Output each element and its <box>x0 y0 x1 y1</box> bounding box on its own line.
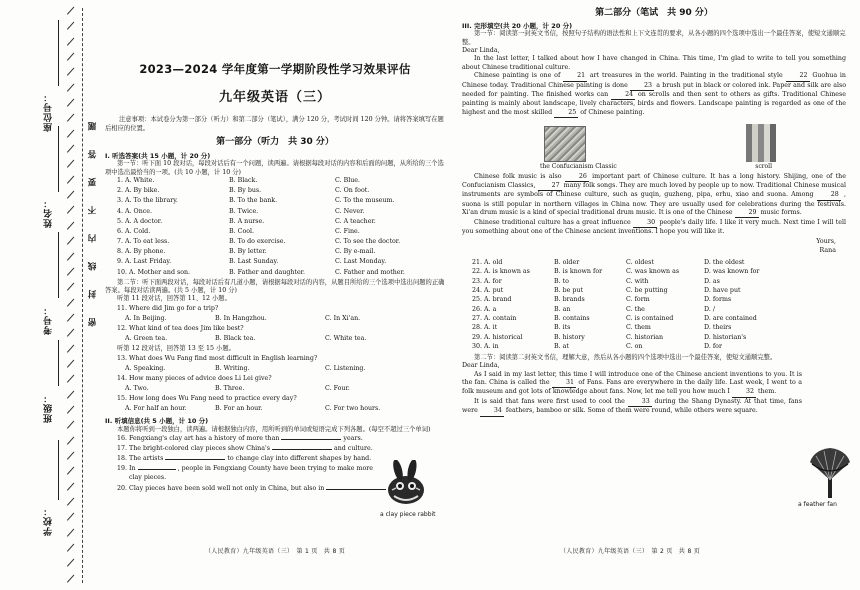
option[interactable]: C. For two hours. <box>325 405 381 413</box>
choice-option[interactable]: B. an <box>554 305 571 313</box>
choice-option[interactable]: C. with <box>626 277 649 285</box>
choice-option[interactable]: D. theirs <box>704 324 732 332</box>
q15-options <box>105 405 445 415</box>
feather-fan-image <box>806 448 854 498</box>
option[interactable]: C. Last Monday. <box>335 258 387 266</box>
binding-field-line[interactable] <box>58 340 59 386</box>
footer-right: （人民教育）九年级英语（三） 第 2 页 共 8 页 <box>560 548 701 555</box>
seal-char: 封 <box>88 290 98 299</box>
option[interactable]: B. Cool. <box>229 227 255 235</box>
option[interactable]: B. Black tea. <box>215 335 256 343</box>
binding-field-line[interactable] <box>58 440 59 500</box>
choice-option[interactable]: D. have put <box>704 287 741 295</box>
passage-text: Chinese painting is one of <box>474 72 561 80</box>
choice-option[interactable]: D. forms <box>704 296 732 304</box>
cloze-blank[interactable]: 31 <box>552 379 576 388</box>
option[interactable]: C. A teacher. <box>335 217 376 225</box>
q13-intro: 听第 12 段对话，回答第 13 至 15 小题。 <box>117 345 235 353</box>
exam-title: 2023—2024 学年度第一学期阶段性学习效果评估 <box>139 62 411 76</box>
choice-row <box>472 259 846 268</box>
slash-mark <box>67 375 75 384</box>
choice-option[interactable]: B. brands <box>554 296 585 304</box>
footer-left: （人民教育）九年级英语（三） 第 1 页 共 8 页 <box>205 548 346 555</box>
sec2-letter-intro: 第二节：阅读第二封英文书信，理解大意，然后从各小题的四个选项中选出一个最佳答案，使短文通顺完整。 <box>474 354 777 362</box>
option[interactable]: C. Father and mother. <box>335 268 405 276</box>
choice-option[interactable]: D. for <box>704 342 722 350</box>
choice-option[interactable]: C. on <box>626 342 643 350</box>
option[interactable]: C. White tea. <box>325 335 367 343</box>
cloze-blank[interactable]: 22 <box>786 72 810 81</box>
option[interactable]: 3. A. To the library. <box>117 197 178 205</box>
choice-row <box>472 324 846 333</box>
choice-option[interactable]: 25. A. brand <box>472 296 512 304</box>
slash-mark <box>67 175 75 184</box>
cloze-title: III. 完形填空(共 20 小题，计 20 分) <box>462 21 573 30</box>
fill-text: 18. The artists <box>117 455 164 463</box>
passage-text: people's daily life. I like it very much. Next time I will tell you something about one of the Chinese ancient inventions. I hope you will like it. <box>462 218 846 236</box>
choice-option[interactable]: 27. A. contain <box>472 314 517 322</box>
choice-option[interactable]: C. historian <box>626 333 664 341</box>
slash-mark <box>67 206 75 215</box>
passage-text: important part of Chinese culture. It has a long history. Shijing, one of the Confucianism Classics, <box>462 172 846 190</box>
fill-text: 20. Clay pieces have been sold well not only in China, but also in <box>117 485 325 493</box>
seal-char: 题 <box>88 122 98 131</box>
paragraph-2 <box>462 72 846 117</box>
option[interactable]: B. Writing. <box>215 365 250 373</box>
slash-mark <box>67 283 75 292</box>
image-row <box>544 122 776 162</box>
salutation-2: Dear Linda, <box>462 362 500 370</box>
choice-row <box>472 334 846 343</box>
answer-blank[interactable] <box>326 484 386 490</box>
image-captions <box>540 163 772 171</box>
caption-classic: the Confucianism Classic <box>540 162 617 170</box>
slash-mark <box>67 544 75 553</box>
option[interactable]: B. To the bank. <box>229 197 278 205</box>
slash-mark <box>67 129 75 138</box>
option[interactable]: A. Two. <box>125 385 149 393</box>
choice-option[interactable]: 26. A. a <box>472 305 497 313</box>
choice-option[interactable]: C. form <box>626 296 650 304</box>
cloze-blank[interactable]: 28 <box>817 191 841 200</box>
listening-options <box>105 177 445 279</box>
choice-option[interactable]: B. its <box>554 324 571 332</box>
slash-mark <box>67 7 75 16</box>
choice-option[interactable]: C. oldest <box>626 259 654 267</box>
letter-one <box>462 47 846 118</box>
option[interactable]: B. In Hangzhou. <box>215 315 267 323</box>
passage-text: on scrolls and then sent to others as gifts. Traditional Chinese painting is mainly about landscape, lively characters, birds and flowers. Landscape painting is regarded as one of the highest and the most skilled <box>462 91 846 116</box>
binding-field-label: 班级： <box>44 393 54 423</box>
option[interactable]: B. Three. <box>215 385 245 393</box>
fill-text: , people in Fengxiang County have been trying to make more <box>177 465 373 473</box>
slash-mark <box>67 482 75 491</box>
seal-char: 密 <box>88 318 98 327</box>
cloze-blank[interactable]: 24 <box>611 91 635 100</box>
choice-option[interactable]: C. the <box>626 305 645 313</box>
fill-text: 16. Fengxiang's clay art has a history of more than <box>117 435 280 443</box>
slash-mark <box>67 467 75 476</box>
option[interactable]: 10. A. Mother and son. <box>117 268 191 276</box>
slash-mark <box>67 160 75 169</box>
rabbit-caption: a clay piece rabbit <box>380 511 436 518</box>
slash-column <box>66 10 78 580</box>
choice-option[interactable]: B. at <box>554 342 569 350</box>
binding-field-line[interactable] <box>58 126 59 192</box>
cloze-blank[interactable]: 32 <box>732 388 756 397</box>
choice-option[interactable]: 22. A. is known as <box>472 268 530 276</box>
choice-option[interactable]: D. was known for <box>704 268 760 276</box>
choice-row <box>472 268 846 277</box>
binding-field-line[interactable] <box>58 20 59 86</box>
passage-text: art treasures in the world. Painting in the traditional style <box>589 72 783 80</box>
seal-dashed-line <box>82 8 83 583</box>
slash-mark <box>67 452 75 461</box>
slash-mark <box>67 421 75 430</box>
cloze-blank[interactable]: 23 <box>630 82 654 91</box>
choice-option[interactable]: D. as <box>704 277 720 285</box>
option[interactable]: C. To the museum. <box>335 197 395 205</box>
binding-field-label: 姓名： <box>44 198 54 228</box>
choice-option[interactable]: B. is known for <box>554 268 603 276</box>
slash-mark <box>67 37 75 46</box>
option[interactable]: B. Last Sunday. <box>229 258 279 266</box>
choice-option[interactable]: 29. A. historical <box>472 333 523 341</box>
q11-intro: 听第 11 段对话，回答第 11、12 小题。 <box>117 295 231 303</box>
slash-mark <box>67 237 75 246</box>
cloze-blank[interactable]: 26 <box>565 173 589 182</box>
cloze-intro: 第一节：阅读第一封英文书信，按照句子结构的语法性和上下文连贯的要求，从各小题的四个选项中选出一个最佳答案，使短文通顺完整。 <box>462 30 846 46</box>
sec1-intro: 第一节：听下面 10 段对话，每段对话后有一个问题，读两遍。请根据每段对话的内容和后面的问题，从所给的三个选项中选出最恰当的一项。(共 10 小题，计 10 分) <box>105 160 444 176</box>
choice-option[interactable]: D. are contained <box>704 314 757 322</box>
exam-subtitle: 九年级英语（三） <box>218 90 331 106</box>
cloze-blank[interactable]: 21 <box>563 72 587 81</box>
fill-text: 17. The bright-colored clay pieces show China's <box>117 445 270 453</box>
option[interactable]: C. Four. <box>325 385 350 393</box>
slash-mark <box>67 344 75 353</box>
option[interactable]: C. On foot. <box>335 187 370 195</box>
cloze-blank[interactable]: 25 <box>554 109 578 118</box>
option[interactable]: A. Green tea. <box>125 335 168 343</box>
passage-text: , suona is still popular in northern villages in China now. They are usually used for celebrations during the festivals. Xi'an drum music is a kind of special traditional drum music. It is one of the Chinese <box>462 191 846 217</box>
choice-option[interactable]: B. history <box>554 333 585 341</box>
fill-text: and culture. <box>333 445 373 453</box>
question-15: 15. How long does Wu Fang need to practice every day? <box>117 395 297 403</box>
slash-mark <box>67 252 75 261</box>
option[interactable]: C. Never. <box>335 207 365 215</box>
cloze-blank[interactable]: 33 <box>628 398 652 407</box>
paragraph-5 <box>462 371 802 398</box>
question-12: 12. What kind of tea does Jim like best? <box>117 325 244 333</box>
slash-mark <box>67 360 75 369</box>
part2-title: 第二部分（笔试 共 90 分） <box>595 8 713 18</box>
choice-row <box>472 343 846 352</box>
slash-mark <box>67 406 75 415</box>
choice-option[interactable]: D. historian's <box>704 333 747 341</box>
fill-text: to change clay into different shapes by hand. <box>227 455 372 463</box>
binding-field-label: 考号： <box>44 305 54 335</box>
passage-text: during the Shang Dynasty. At that time, fans were <box>462 398 802 415</box>
sec3-title: II. 听填信息(共 5 小题，计 10 分) <box>105 417 209 426</box>
passage-text: of Chinese painting. <box>580 108 645 116</box>
sec1-title: I. 听选答案(共 15 小题，计 20 分) <box>105 151 211 160</box>
cloze-blank[interactable]: 34 <box>480 407 504 416</box>
letter-one-cont <box>462 173 846 255</box>
passage-text: Chinese traditional culture has a great influence <box>474 218 631 226</box>
q12-options <box>105 335 445 345</box>
slash-mark <box>67 68 75 77</box>
left-column <box>105 40 445 494</box>
choice-option[interactable]: C. was known as <box>626 268 680 276</box>
option[interactable]: A. Speaking. <box>125 365 166 373</box>
slash-mark <box>67 528 75 537</box>
option[interactable]: 1. A. White. <box>117 176 155 184</box>
letter-two <box>462 362 802 416</box>
option[interactable]: 6. A. Cold. <box>117 227 151 235</box>
fill-question <box>105 434 445 444</box>
option[interactable]: B. To do exercise. <box>229 238 286 246</box>
scroll-image <box>746 124 776 162</box>
right-column <box>462 8 846 417</box>
option[interactable]: C. By e-mail. <box>335 248 376 256</box>
passage-text: As I said in my last letter, this time I will introduce one of the Chinese ancient inventions to you. It is the fan. China is called the <box>462 370 802 387</box>
cloze-blank[interactable]: 30 <box>633 219 657 228</box>
slash-mark <box>67 313 75 322</box>
seal-char: 不 <box>88 206 98 215</box>
choice-option[interactable]: D. / <box>704 305 715 313</box>
classic-image <box>544 126 586 162</box>
option[interactable]: B. A nurse. <box>229 217 265 225</box>
question-13: 13. What does Wu Fang find most difficult in English learning? <box>117 355 318 363</box>
slash-mark <box>67 436 75 445</box>
slash-mark <box>67 267 75 276</box>
answer-blank[interactable] <box>138 464 176 470</box>
slash-mark <box>67 22 75 31</box>
slash-mark <box>67 329 75 338</box>
option[interactable]: B. By bus. <box>229 187 262 195</box>
slash-mark <box>67 298 75 307</box>
passage-text: Guohua in Chinese today. Traditional Chinese painting is done <box>462 72 846 89</box>
option[interactable]: B. Father and daughter. <box>229 268 305 276</box>
option[interactable]: C. Blue. <box>335 176 361 184</box>
passage-text: them. <box>757 388 777 396</box>
slash-mark <box>67 390 75 399</box>
answer-blank[interactable] <box>165 454 225 460</box>
exam-notice: 注意事项：本试卷分为第一部分（听力）和第二部分（笔试），满分 120 分，考试时间 120 分钟。请将答案填写在题后相应的位置。 <box>105 116 444 132</box>
passage-text: many folk songs. They are much loved by people up to now. Traditional Chinese musical instruments are symbols of Chinese culture, such as guqin, guzheng, pipa, erhu, xiao and suona. Among <box>462 182 846 199</box>
choice-option[interactable]: C. be putting <box>626 287 668 295</box>
choice-row <box>472 306 846 315</box>
paragraph-4 <box>462 219 846 237</box>
question-11: 11. Where did Jim go for a trip? <box>117 305 219 313</box>
choice-option[interactable]: 23. A. for <box>472 277 502 285</box>
part1-title: 第一部分（听力 共 30 分） <box>216 136 334 147</box>
cloze-blank[interactable]: 29 <box>735 209 759 218</box>
option[interactable]: 5. A. A doctor. <box>117 217 163 225</box>
passage-text: feathers, bamboo or silk. Some of them were round, while others were square. <box>505 407 758 415</box>
slash-mark <box>67 513 75 522</box>
signoff <box>462 237 836 255</box>
option[interactable]: C. Listening. <box>325 365 366 373</box>
passage-text: music forms. <box>760 209 802 217</box>
q14-options <box>105 385 445 395</box>
question-14: 14. How many pieces of advice does Li Lei give? <box>117 375 272 383</box>
answer-blank[interactable] <box>281 434 341 440</box>
option[interactable]: 2. A. By bike. <box>117 187 160 195</box>
slash-mark <box>67 221 75 230</box>
option[interactable]: B. By letter. <box>229 248 267 256</box>
slash-mark <box>67 145 75 154</box>
slash-mark <box>67 191 75 200</box>
passage-text: of Fans. Fans are everywhere in the daily life. Last week, I went to a folk museum and got lots of knowledge about fans. Now, let me tell you how much I <box>462 379 802 396</box>
signoff-name: Rana <box>819 247 836 255</box>
choice-option[interactable]: B. contains <box>554 314 590 322</box>
cloze-choices <box>462 259 846 352</box>
choice-row <box>472 287 846 296</box>
clay-rabbit-image <box>382 460 430 508</box>
choice-option[interactable]: 21. A. old <box>472 259 503 267</box>
passage-text: It is said that fans were first used to cool the <box>474 398 625 406</box>
sec3-intro: 本题你将听到一段独白，读两遍。请根据独白内容，用所听到的单词或短语完成下列各题。(每空不超过三个单词) <box>117 426 431 434</box>
option[interactable]: C. Fine. <box>335 227 360 235</box>
sec2-intro: 第二节：听下面两段对话，每段对话后有几道小题，请根据每段对话的内容，从题目所给的三个选项中选出问题的正确答案。每段对话读两遍。(共 5 小题，计 10 分) <box>105 278 445 295</box>
choice-option[interactable]: B. be put <box>554 287 584 295</box>
choice-row <box>472 315 846 324</box>
slash-mark <box>67 559 75 568</box>
option[interactable]: 4. A. Once. <box>117 207 153 215</box>
choice-row <box>472 296 846 305</box>
binding-margin <box>0 0 98 590</box>
caption-scroll: scroll <box>755 162 772 170</box>
option[interactable]: 9. A. Last Friday. <box>117 258 172 266</box>
option[interactable]: C. In Xi'an. <box>325 315 361 323</box>
slash-mark <box>67 99 75 108</box>
choice-option[interactable]: B. to <box>554 277 569 285</box>
slash-mark <box>67 83 75 92</box>
seal-char: 内 <box>88 234 98 243</box>
option[interactable]: B. Twice. <box>229 207 259 215</box>
option[interactable]: 7. A. To eat less. <box>117 238 170 246</box>
fill-text: 19. In <box>117 465 136 473</box>
choice-option[interactable]: B. older <box>554 259 580 267</box>
slash-mark <box>67 498 75 507</box>
choice-option[interactable]: 30. A. in <box>472 342 499 350</box>
option[interactable]: A. In Beijing. <box>125 315 167 323</box>
passage-text: a brush put in black or colored ink. Paper and silk are also needed for painting. The finished works can <box>462 81 846 99</box>
salutation: Dear Linda, <box>462 47 500 55</box>
binding-field-label: 学校： <box>44 506 54 536</box>
choice-option[interactable]: D. the oldest <box>704 259 745 267</box>
slash-mark <box>67 114 75 123</box>
option[interactable]: A. For half an hour. <box>125 405 187 413</box>
q13-options <box>105 365 445 375</box>
paragraph-6 <box>462 398 802 417</box>
option[interactable]: C. To see the doctor. <box>335 238 401 246</box>
choice-option[interactable]: 28. A. it <box>472 324 498 332</box>
fill-text: years. <box>343 435 363 443</box>
choice-row <box>472 278 846 287</box>
q11-options <box>105 315 445 325</box>
signoff-yours: Yours, <box>816 237 836 245</box>
cloze-blank[interactable]: 27 <box>538 182 562 191</box>
binding-field-line[interactable] <box>58 232 59 298</box>
seal-char: 答 <box>88 150 98 159</box>
choice-option[interactable]: 24. A. put <box>472 287 504 295</box>
answer-blank[interactable] <box>272 444 332 450</box>
slash-mark <box>67 53 75 62</box>
fill-question <box>105 444 445 454</box>
seal-char: 要 <box>88 178 98 187</box>
fill-text: clay pieces. <box>129 474 167 482</box>
seal-char: 线 <box>88 262 98 271</box>
binding-field-label: 座位号： <box>44 92 54 132</box>
choice-option[interactable]: C. is contained <box>626 314 674 322</box>
paragraph-1 <box>462 55 846 72</box>
passage-text: Chinese folk music is also <box>474 172 562 180</box>
fan-caption: a feather fan <box>798 501 837 508</box>
passage-text: In the last letter, I talked about how I have changed in China. This time, I'm glad to write to tell you something about Chinese traditional culture. <box>462 55 846 71</box>
option[interactable]: B. For an hour. <box>215 405 263 413</box>
slash-mark <box>67 574 75 583</box>
option[interactable]: 8. A. By phone. <box>117 248 166 256</box>
choice-option[interactable]: C. them <box>626 324 651 332</box>
option[interactable]: B. Black. <box>229 176 258 184</box>
paragraph-3 <box>462 173 846 218</box>
